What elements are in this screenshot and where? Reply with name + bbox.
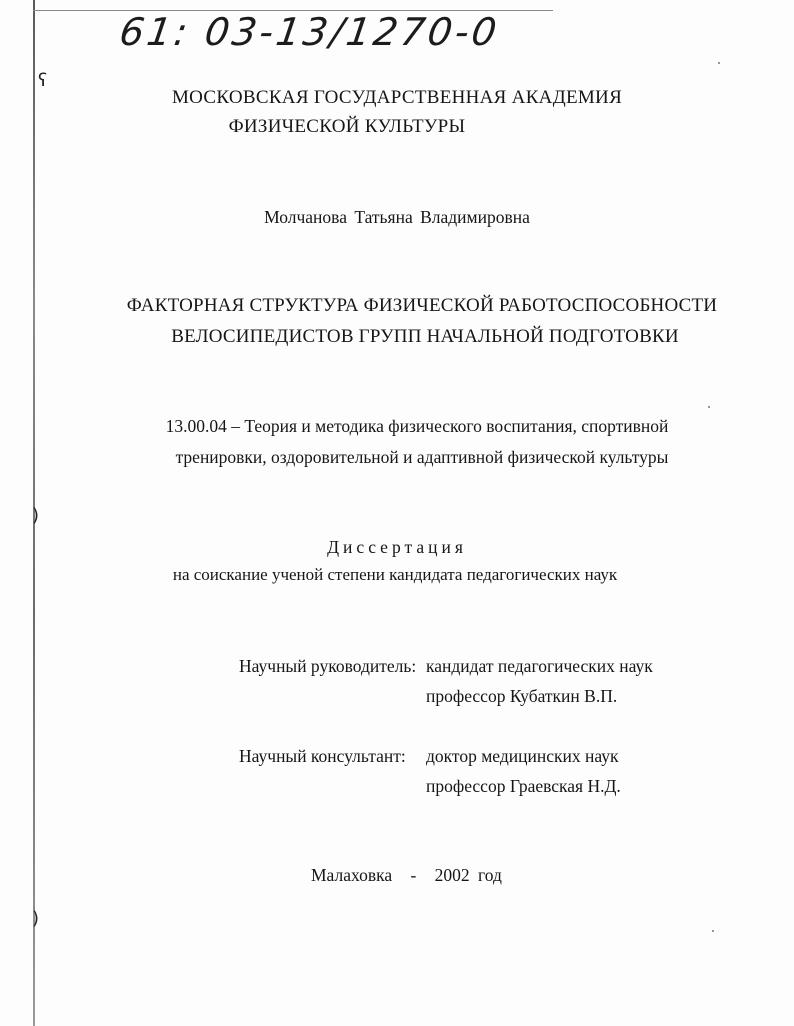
scan-mark-bottom: ) xyxy=(32,908,40,929)
author-name: Молчанова Татьяна Владимировна xyxy=(264,207,530,227)
scan-dot xyxy=(718,62,720,64)
specialty-line-2: тренировки, оздоровительной и адаптивной физической культуры xyxy=(175,447,669,467)
degree-line: на соискание ученой степени кандидата педагогических наук xyxy=(172,565,618,584)
institution-line-1: МОСКОВСКАЯ ГОСУДАРСТВЕННАЯ АКАДЕМИЯ xyxy=(171,87,623,108)
dissertation-title-line-2: ВЕЛОСИПЕДИСТОВ ГРУПП НАЧАЛЬНОЙ ПОДГОТОВКИ xyxy=(171,326,679,347)
scan-dot xyxy=(708,406,710,408)
supervisor-degree: кандидат педагогических наук xyxy=(426,656,653,676)
scan-dot xyxy=(712,930,714,932)
archive-stamp: 61: 03-13/1270-0 xyxy=(116,10,503,54)
consultant-label: Научный консультант: xyxy=(239,746,406,766)
footer-year: 2002 год xyxy=(434,865,502,885)
dissertation-title-line-1: ФАКТОРНАЯ СТРУКТУРА ФИЗИЧЕСКОЙ РАБОТОСПОСОБНОСТИ xyxy=(126,295,718,316)
supervisor-label: Научный руководитель: xyxy=(239,656,417,676)
consultant-name: профессор Граевская Н.Д. xyxy=(426,776,621,796)
institution-line-2: ФИЗИЧЕСКОЙ КУЛЬТУРЫ xyxy=(228,116,466,137)
supervisor-name: профессор Кубаткин В.П. xyxy=(426,686,618,706)
footer-place-year xyxy=(311,865,502,886)
document-type: Диссертация xyxy=(327,537,467,557)
specialty-line-1: 13.00.04 – Теория и методика физического воспитания, спортивной xyxy=(165,416,669,436)
consultant-degree: доктор медицинских наук xyxy=(426,746,619,766)
scan-mark-top: ʕ xyxy=(38,70,48,91)
footer-separator: - xyxy=(410,865,417,885)
footer-place: Малаховка xyxy=(311,865,393,885)
scan-mark-middle: ) xyxy=(32,505,40,526)
